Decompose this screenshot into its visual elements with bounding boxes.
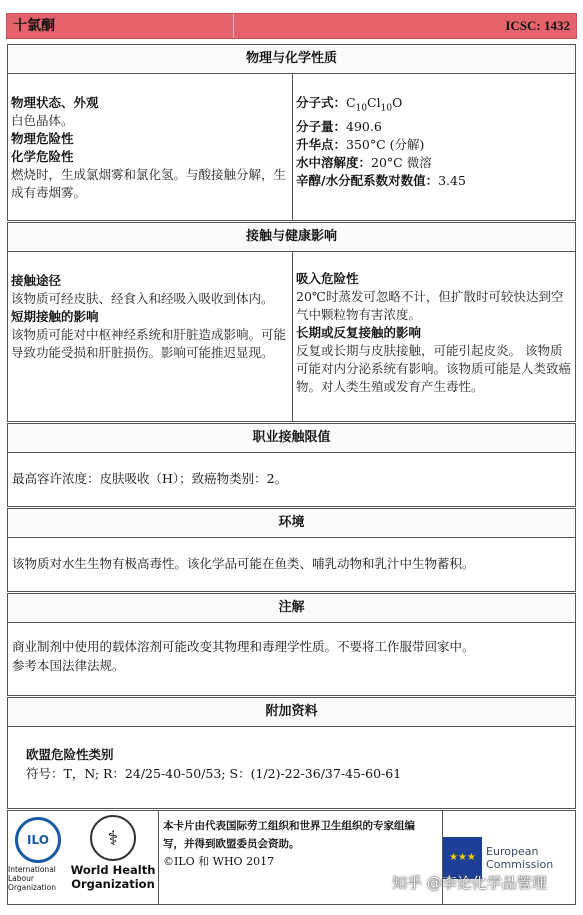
mw-label: 分子量： (296, 118, 347, 134)
formula-cl: Cl (367, 95, 381, 110)
label-routes: 接触途径 (11, 273, 62, 288)
sublimation-row (296, 136, 572, 154)
formula-c: C (346, 95, 356, 110)
text-state: 白色晶体。 (11, 113, 74, 128)
notes-line-2: 参考本国法律法规。 (12, 658, 125, 673)
formula-label: 分子式： (296, 95, 347, 110)
formula-row (296, 94, 572, 118)
eu-caption: European Commission (486, 844, 554, 871)
who-emblem-icon: ⚕ (90, 815, 136, 861)
formula-c-count: 10 (355, 103, 368, 114)
section-title: 接触与健康影响 (8, 223, 575, 252)
section-notes (7, 593, 576, 696)
section-exposure (7, 222, 576, 422)
title-bar (6, 13, 577, 39)
eu-symbols: 符号：T，N; R：24/25-40-50/53; S：(1/2)-22-36/37-45-60-61 (26, 766, 402, 781)
eu-flag-icon: ★★★ (443, 837, 482, 879)
icsc-card (6, 10, 577, 905)
text-inhalation: 20℃时蒸发可忽略不计，但扩散时可较快达到空气中颗粒物有害浓度。 (296, 289, 564, 322)
section-title: 物理与化学性质 (8, 45, 575, 74)
icsc-code: ICSC: 1432 (505, 18, 570, 33)
text-short-term: 该物质可能对中枢神经系统和肝脏造成影响。可能导致功能受损和肝脏损伤。影响可能推迟显现。 (11, 327, 287, 360)
label-inhalation: 吸入危险性 (296, 271, 359, 286)
sublimation-label: 升华点： (296, 136, 347, 152)
solubility-row (296, 154, 572, 172)
formula-o: O (392, 95, 403, 110)
text-long-term: 反复或长期与皮肤接触，可能引起皮炎。 该物质可能对内分泌系统有影响。该物质可能是人类致癌物。对人类生殖或发育产生毒性。 (296, 343, 572, 394)
eu-classification-label: 欧盟危险性类别 (26, 747, 114, 762)
oel-text: 最高容许浓度：皮肤吸收（H）；致癌物类别：2。 (12, 471, 288, 486)
notes-line-1: 商业制剂中使用的载体溶剂可能改变其物理和毒理学性质。不要将工作服带回家中。 (12, 639, 475, 654)
section-environment (7, 508, 576, 592)
section-title: 附加资料 (8, 698, 575, 727)
section-title: 环境 (8, 509, 575, 538)
who-caption: World Health Organization (70, 863, 156, 891)
section-physical (7, 44, 576, 221)
sublimation-value: 350°C (分解) (346, 136, 425, 152)
kow-label: 辛醇/水分配系数对数值： (296, 172, 439, 188)
formula-cl-count: 10 (380, 103, 393, 114)
label-state: 物理状态、外观 (11, 95, 99, 110)
solubility-value: 20°C 微溶 (371, 154, 432, 170)
kow-value: 3.45 (438, 172, 466, 188)
footer-line-1: 本卡片由代表国际劳工组织和世界卫生组织的专家组编 (163, 820, 415, 832)
ilo-logo (8, 811, 68, 904)
footer-copyright: ©ILO 和 WHO 2017 (163, 855, 275, 868)
text-routes: 该物质可经皮肤、经食入和经吸入吸收到体内。 (11, 291, 274, 306)
label-chemical-hazard: 化学危险性 (11, 149, 74, 164)
footer-line-2: 写，并得到欧盟委员会资助。 (163, 838, 300, 850)
label-long-term: 长期或反复接触的影响 (296, 325, 422, 340)
section-title: 职业接触限值 (8, 424, 575, 453)
watermark: 知乎 @李论化学品管理 (392, 874, 547, 892)
chemical-name: 十氯酮 (7, 14, 234, 38)
who-logo (68, 811, 158, 904)
section-oel (7, 423, 576, 507)
kow-row (296, 172, 572, 190)
ilo-caption: International Labour Organization (8, 865, 56, 892)
solubility-label: 水中溶解度： (296, 154, 372, 170)
section-title: 注解 (8, 594, 575, 623)
mw-row (296, 118, 572, 136)
label-physical-hazard: 物理危险性 (11, 131, 74, 146)
environment-text: 该物质对水生生物有极高毒性。该化学品可能在鱼类、哺乳动物和乳汁中生物蓄积。 (12, 556, 475, 571)
ilo-emblem-icon: ILO (15, 817, 61, 863)
text-chemical-hazard: 燃烧时，生成氯烟雾和氯化氢。与酸接触分解，生成有毒烟雾。 (11, 167, 287, 200)
mw-value: 490.6 (346, 118, 382, 134)
section-additional (7, 697, 576, 809)
label-short-term: 短期接触的影响 (11, 309, 99, 324)
